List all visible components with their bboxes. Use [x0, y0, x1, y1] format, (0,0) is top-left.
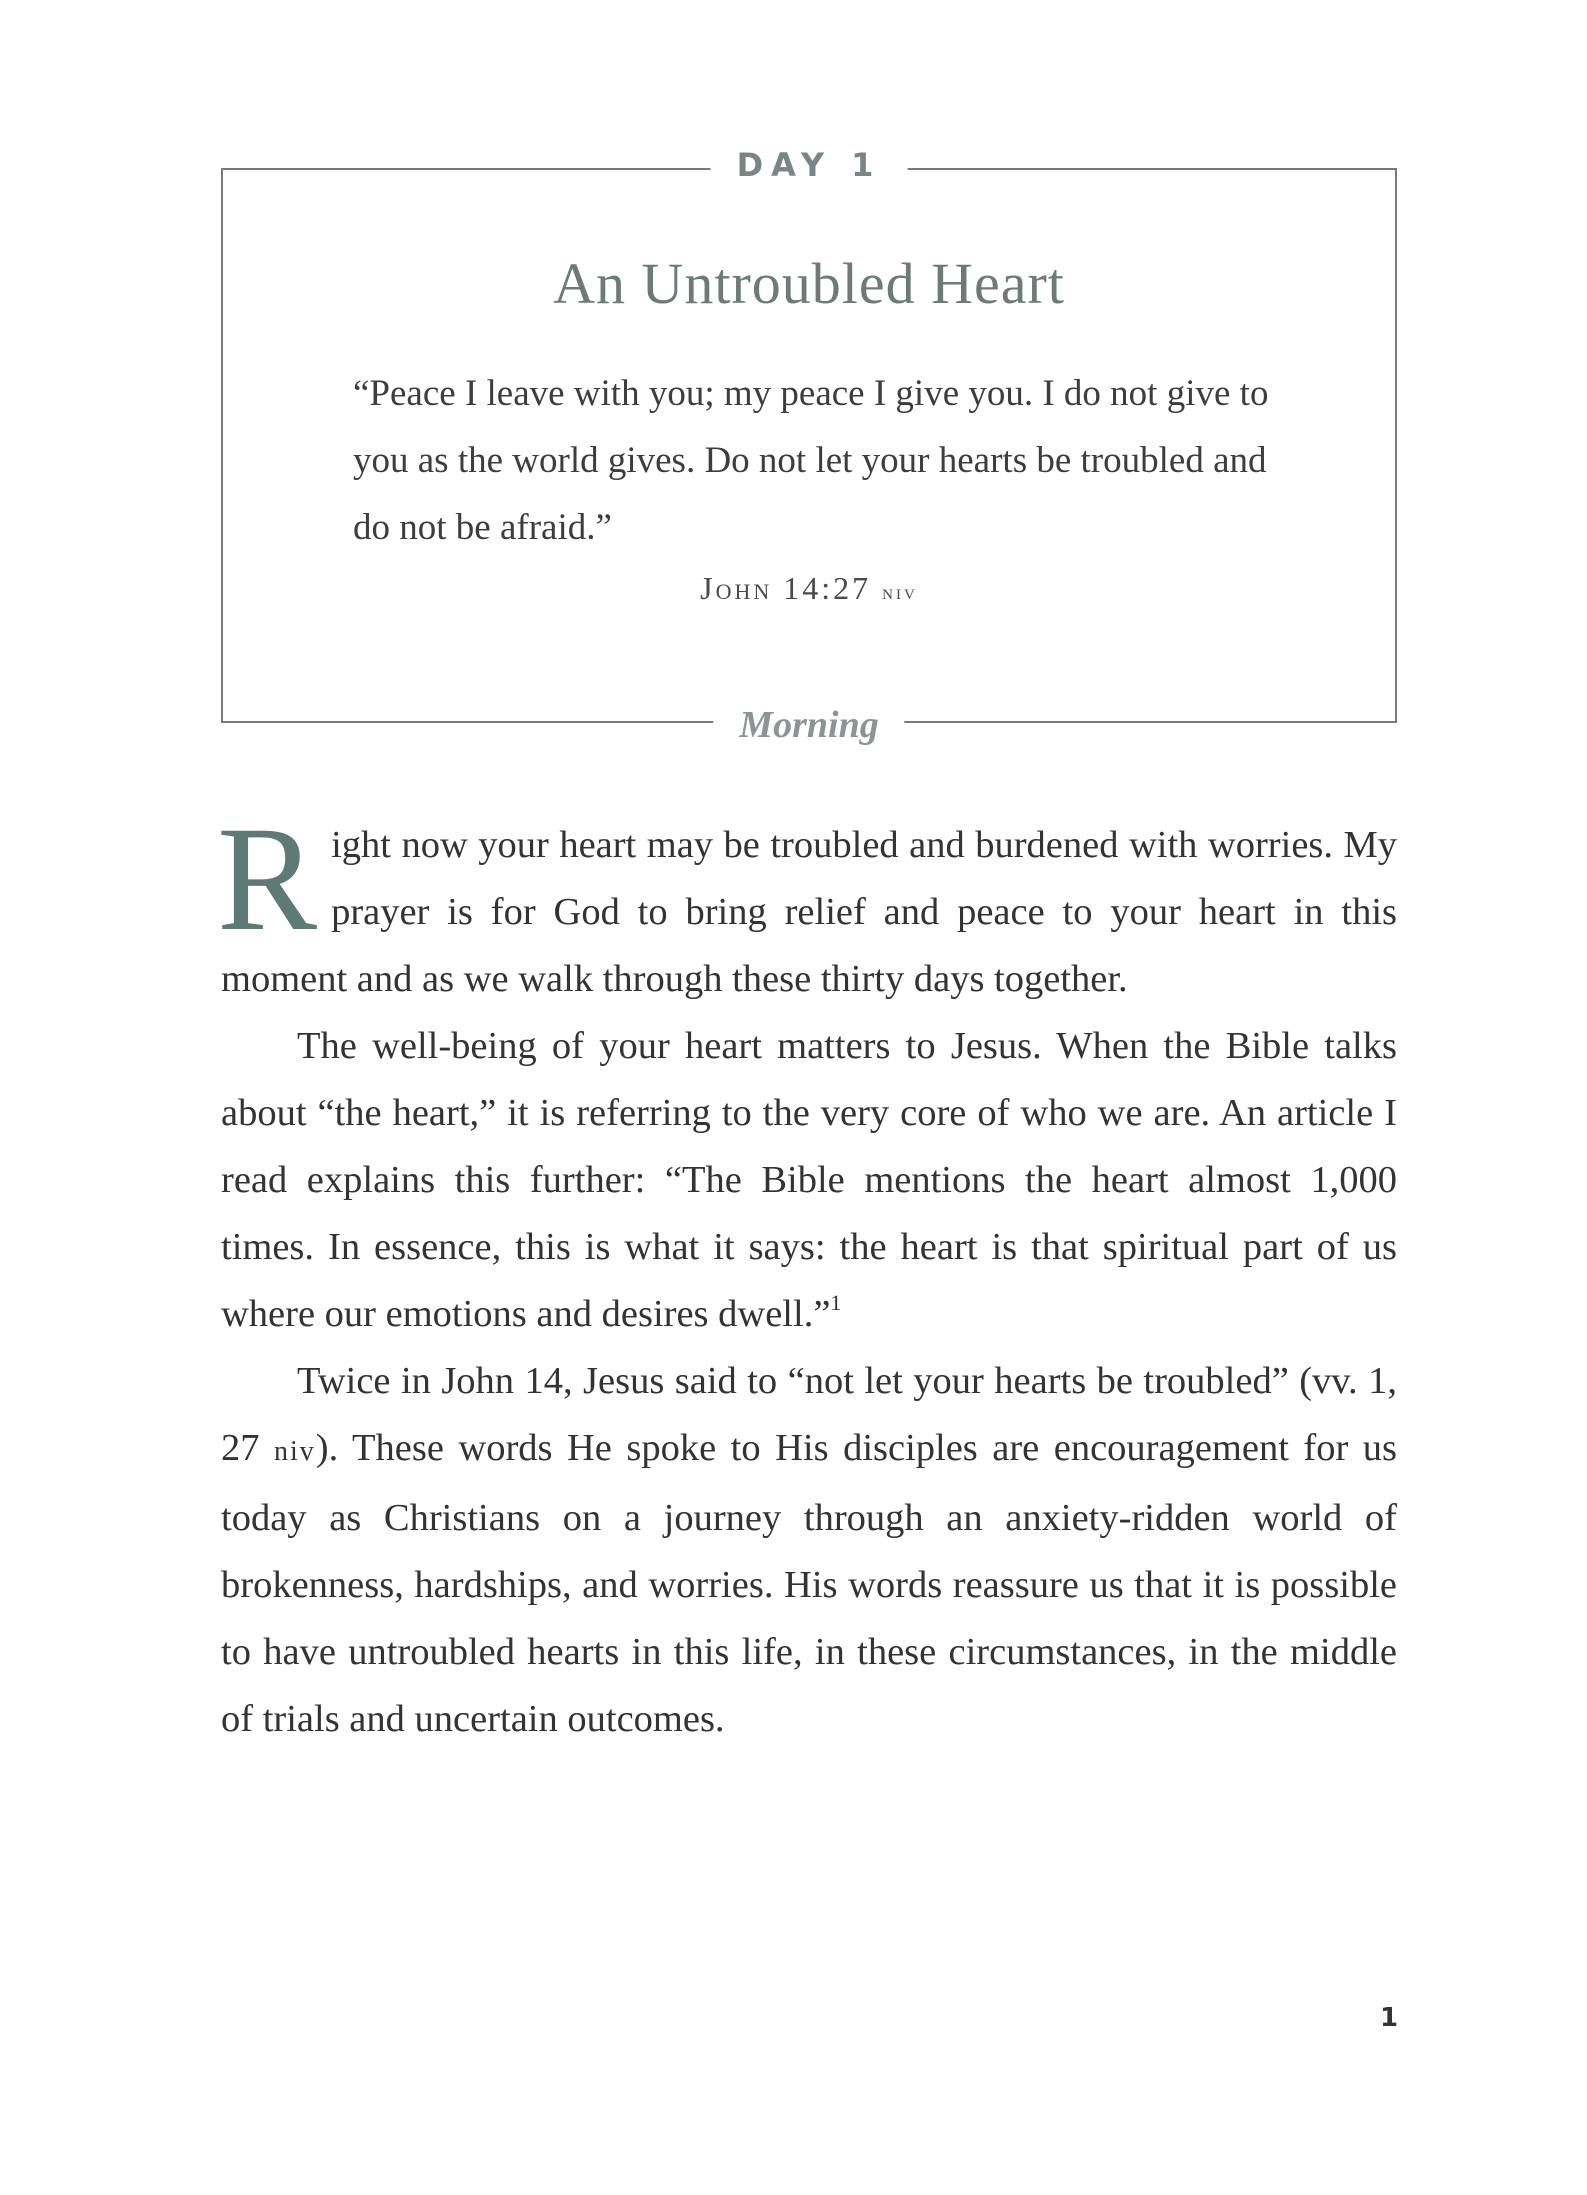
paragraph-1-text: ight now your heart may be troubled and burdened with worries. My prayer is for God to bring relief and peace to your heart in this moment and as we walk through these thirty days together.: [221, 824, 1397, 1000]
body-text: [217, 796, 1397, 1753]
drop-cap: R: [217, 796, 318, 962]
paragraph-1: [217, 796, 1397, 1013]
paragraph-2-text: The well-being of your heart matters to Jesus. When the Bible talks about “the heart,” it is referring to the very core of who we are. An article I read explains this further: “The Bible mentions the heart almost 1,000 times. In essence, this is what it says: the heart is that spiritual part of us where our emotions and desires dwell.”: [221, 1025, 1397, 1335]
paragraph-3-text-a: Twice in John 14, Jesus said to “not let your hearts be troubled” (vv. 1, 27: [221, 1360, 1397, 1469]
page-number: 1: [1380, 2003, 1399, 2033]
section-label: Morning: [713, 703, 904, 747]
page-title: An Untroubled Heart: [553, 251, 1065, 316]
paragraph-2: [221, 1013, 1397, 1348]
day-header-frame: [221, 146, 1397, 746]
footnote-marker: 1: [830, 1290, 842, 1315]
reference-book: John 14:27: [700, 570, 872, 606]
paragraph-3-version: niv: [273, 1436, 316, 1467]
paragraph-3: [221, 1348, 1397, 1753]
paragraph-3-text-b: ). These words He spoke to His disciples are encouragement for us today as Christians on a journey through an anxiety-ridden world of brokenness, hardships, and worries. His words reassure us that it is possible to have untroubled hearts in this life, in these circumstances, in the middle of trials and uncertain outcomes.: [221, 1427, 1397, 1740]
scripture-verse: “Peace I leave with you; my peace I give you. I do not give to you as the world gives. Do not let your hearts be troubled and do not be afraid.”: [353, 373, 1269, 548]
day-label: DAY 1: [711, 146, 908, 184]
reference-version: niv: [882, 579, 918, 604]
scripture-reference: [223, 570, 1395, 607]
